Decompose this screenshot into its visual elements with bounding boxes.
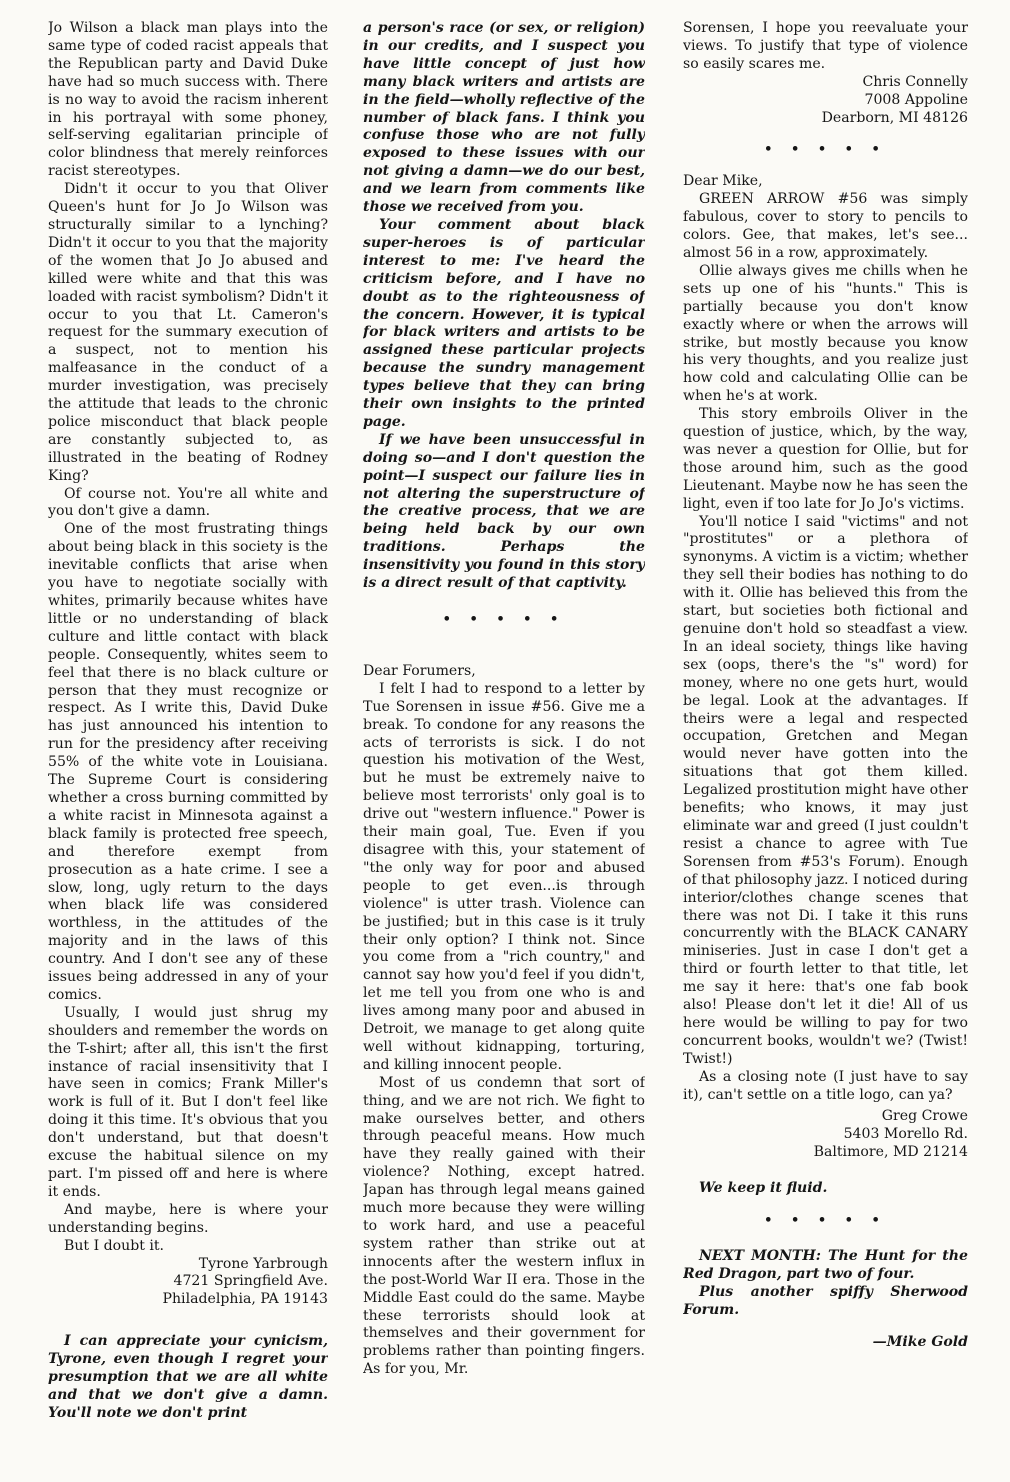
section-divider: • • • • • xyxy=(764,142,887,158)
letter-paragraph: I felt I had to respond to a letter by Tue Sorensen in issue #56. Give me a break. To condone for any reasons the acts of terrorists is sick. I do not question his motivation of the West, but he must be extremely naive to believe most terrorists' only goal is to drive out "western influence." Power is their main goal, Tue. Even if you disagree with this, your statement of "the only way for poor and abused people to get even...is through violence" is utter trash. Violence can be justified; but in this case is it truly their only option? I think not. Since you come from a "rich country," and cannot say how you'd feel if you didn't, let me tell you from one who is and lives among many poor and abused in Detroit, we manage to get along quite well without kidnapping, torturing, and killing innocent people. xyxy=(363,680,645,1073)
letter-salutation: Dear Forumers, xyxy=(363,662,476,679)
letter-paragraph: Didn't it occur to you that Oliver Queen's hunt for Jo Jo Wilson was structurally similar to a lynching? Didn't it occur to you that the majority of the women that Jo Jo abused and killed were white and that this was loaded with racist symbolism? Didn't it occur to you that Lt. Cameron's request for the summary execution of a suspect, not to mention his malfeasance in the conduct of a murder investigation, was precisely the attitude that leads to the chronic police misconduct that black people are constantly subjected to, as illustrated in the beating of Rodney King? xyxy=(48,181,328,484)
signature-name: Chris Connelly xyxy=(862,73,968,90)
letter-paragraph: Ollie always gives me chills when he sets up one of his "hunts." This is partially because you don't know exactly where or when the arrows will strike, but mostly because you know his very thoughts, and you realize just how cold and calculating Ollie can be when he's at work. xyxy=(683,262,968,405)
section-divider: • • • • • xyxy=(442,612,566,627)
editor-reply: We keep it fluid. xyxy=(699,1180,828,1197)
letter-paragraph: Of course not. You're all white and you don't give a damn. xyxy=(48,485,328,520)
editor-reply: Your comment about black super-heroes is of particular interest to me: I've heard the criticism before, and I have no doubt as to the righteousness of the concern. However, it is typical for black writers and artists to be assigned these particular projects because the sundry management types believe that they can bring their own insights to the printed page. xyxy=(363,216,645,430)
column-right xyxy=(683,20,968,1482)
letter-paragraph: But I doubt it. xyxy=(64,1237,165,1254)
letter-paragraph: Usually, I would just shrug my shoulders and remember the words on the T-shirt; after all, this isn't the first instance of racial insensitivity that I have seen in comics; Frank Miller's work is full of it. But I don't feel like doing it this time. It's obvious that you don't understand, but that doesn't excuse the habitual silence on my part. I'm pissed off and here is where it ends. xyxy=(48,1004,328,1200)
signature-name: Greg Crowe xyxy=(881,1108,968,1125)
signature-street: 7008 Appoline xyxy=(864,91,968,108)
editor-reply: If we have been unsuccessful in doing so—and I don't question the point—I suspect our failure lies in not altering the superstructure of the creative process, that we are being held back by our own traditions. Perhaps the insensitivity you found in this story is a direct result of that captivity. xyxy=(363,431,645,592)
section-divider: • • • • • xyxy=(764,1213,887,1229)
signature-street: 4721 Springfield Ave. xyxy=(173,1273,328,1290)
signature-name: Tyrone Yarbrough xyxy=(198,1255,328,1272)
letter-paragraph: You'll notice I said "victims" and not "prostitutes" or a plethora of synonyms. A victim is a victim; whether they sell their bodies has nothing to do with it. Ollie has believed this from the start, but societies both fictional and genuine don't hold so steadfast a view. In an ideal society, things like having sex (oops, there's the "s" word) for money, where no one gets hurt, would be legal. Look at the advantages. If theirs were a legal and respected occupation, Gretchen and Megan would never have gotten into the situations that got them killed. Legalized prostitution might have other benefits; who knows, it may just eliminate war and greed (I just couldn't resist a chance to agree with Tue Sorensen from #53's Forum). Enough of that philosophy jazz. I noticed during interior/clothes change scenes that there was not Di. I take it this runs concurrently with the BLACK CANARY miniseries. Just in case I don't get a third or fourth letter to that title, let me say it here: that's one fab book also! Please don't let it die! All of us here would be willing to pay for two concurrent books, wouldn't we? (Twist! Twist!) xyxy=(683,513,968,1067)
editor-signoff: —Mike Gold xyxy=(872,1333,968,1350)
signature-city: Dearborn, MI 48126 xyxy=(821,109,968,126)
next-month-teaser: NEXT MONTH: The Hunt for the Red Dragon, part two of four. xyxy=(683,1248,968,1282)
editor-reply: a person's race (or sex, or religion) in our credits, and I suspect you have little concept of just how many black writers and artists are in the field—wholly reflective of the number of black fans. I think you confuse those who are not fully exposed to these issues with our not giving a damn—we do our best, and we learn from comments like those we received from you. xyxy=(363,20,645,216)
letter-signature xyxy=(683,74,968,128)
letter-signature xyxy=(48,1256,328,1310)
letter-paragraph: Sorensen, I hope you reevaluate your views. To justify that type of violence so easily scares me. xyxy=(683,20,968,72)
column-middle xyxy=(363,20,645,1482)
letter-paragraph: Jo Wilson a black man plays into the same type of coded racist appeals that the Republican party and David Duke have had so much success with. There is no way to avoid the racism inherent in his portrayal with some phoney, self-serving egalitarian principle of color blindness that merely reinforces racist stereotypes. xyxy=(48,20,328,180)
letter-paragraph: GREEN ARROW #56 was simply fabulous, cover to story to pencils to colors. Gee, that makes, let's see... almost 56 in a row, approximately. xyxy=(683,191,968,261)
letter-salutation: Dear Mike, xyxy=(683,173,763,190)
letter-paragraph: One of the most frustrating things about being black in this society is the inevitable conflicts that arise when you have to negotiate socially with whites, primarily because whites have little or no understanding of black culture and little contact with black people. Consequently, whites seem to feel that there is no black culture or person that they must recognize or respect. As I write this, David Duke has just announced his intention to run for the presidency after receiving 55% of the white vote in Louisiana. The Supreme Court is considering whether a cross burning committed by a white racist in Minnesota against a black family is protected free speech, and therefore exempt from prosecution as a hate crime. I see a slow, long, ugly return to the days when black life was considered worthless, in the attitudes of the majority and in the laws of this country. And I don't see any of these issues being addressed in any of your comics. xyxy=(48,521,328,1003)
letter-signature xyxy=(683,1108,968,1162)
letter-paragraph: This story embroils Oliver in the question of justice, which, by the way, was never a question for Ollie, but for those around him, such as the good Lieutenant. Maybe now he has seen the light, even if too late for Jo Jo's victims. xyxy=(683,406,968,512)
next-month-forum: Plus another spiffy Sherwood Forum. xyxy=(683,1283,968,1318)
letter-paragraph: And maybe, here is where your understanding begins. xyxy=(48,1201,328,1236)
editor-reply: I can appreciate your cynicism, Tyrone, even though I regret your presumption that we are all white and that we don't give a damn. You'll note we don't print xyxy=(48,1333,328,1421)
letter-paragraph: Most of us condemn that sort of thing, and we are not rich. We fight to make ourselves better, and others through peaceful means. How much have they really gained with their violence? Nothing, except hatred. Japan has through legal means gained much more because they were willing to work hard, and use a peaceful system rather than strike out at innocents after the western influx in the post-World War II era. Those in the Middle East could do the same. Maybe these terrorists should look at themselves and their government for problems rather than pointing fingers. As for you, Mr. xyxy=(363,1074,645,1378)
signature-city: Baltimore, MD 21214 xyxy=(813,1144,968,1161)
column-left xyxy=(48,20,328,1482)
signature-city: Philadelphia, PA 19143 xyxy=(162,1291,328,1308)
letter-paragraph: As a closing note (I just have to say it), can't settle on a title logo, can ya? xyxy=(683,1068,968,1103)
signature-street: 5403 Morello Rd. xyxy=(843,1126,968,1143)
